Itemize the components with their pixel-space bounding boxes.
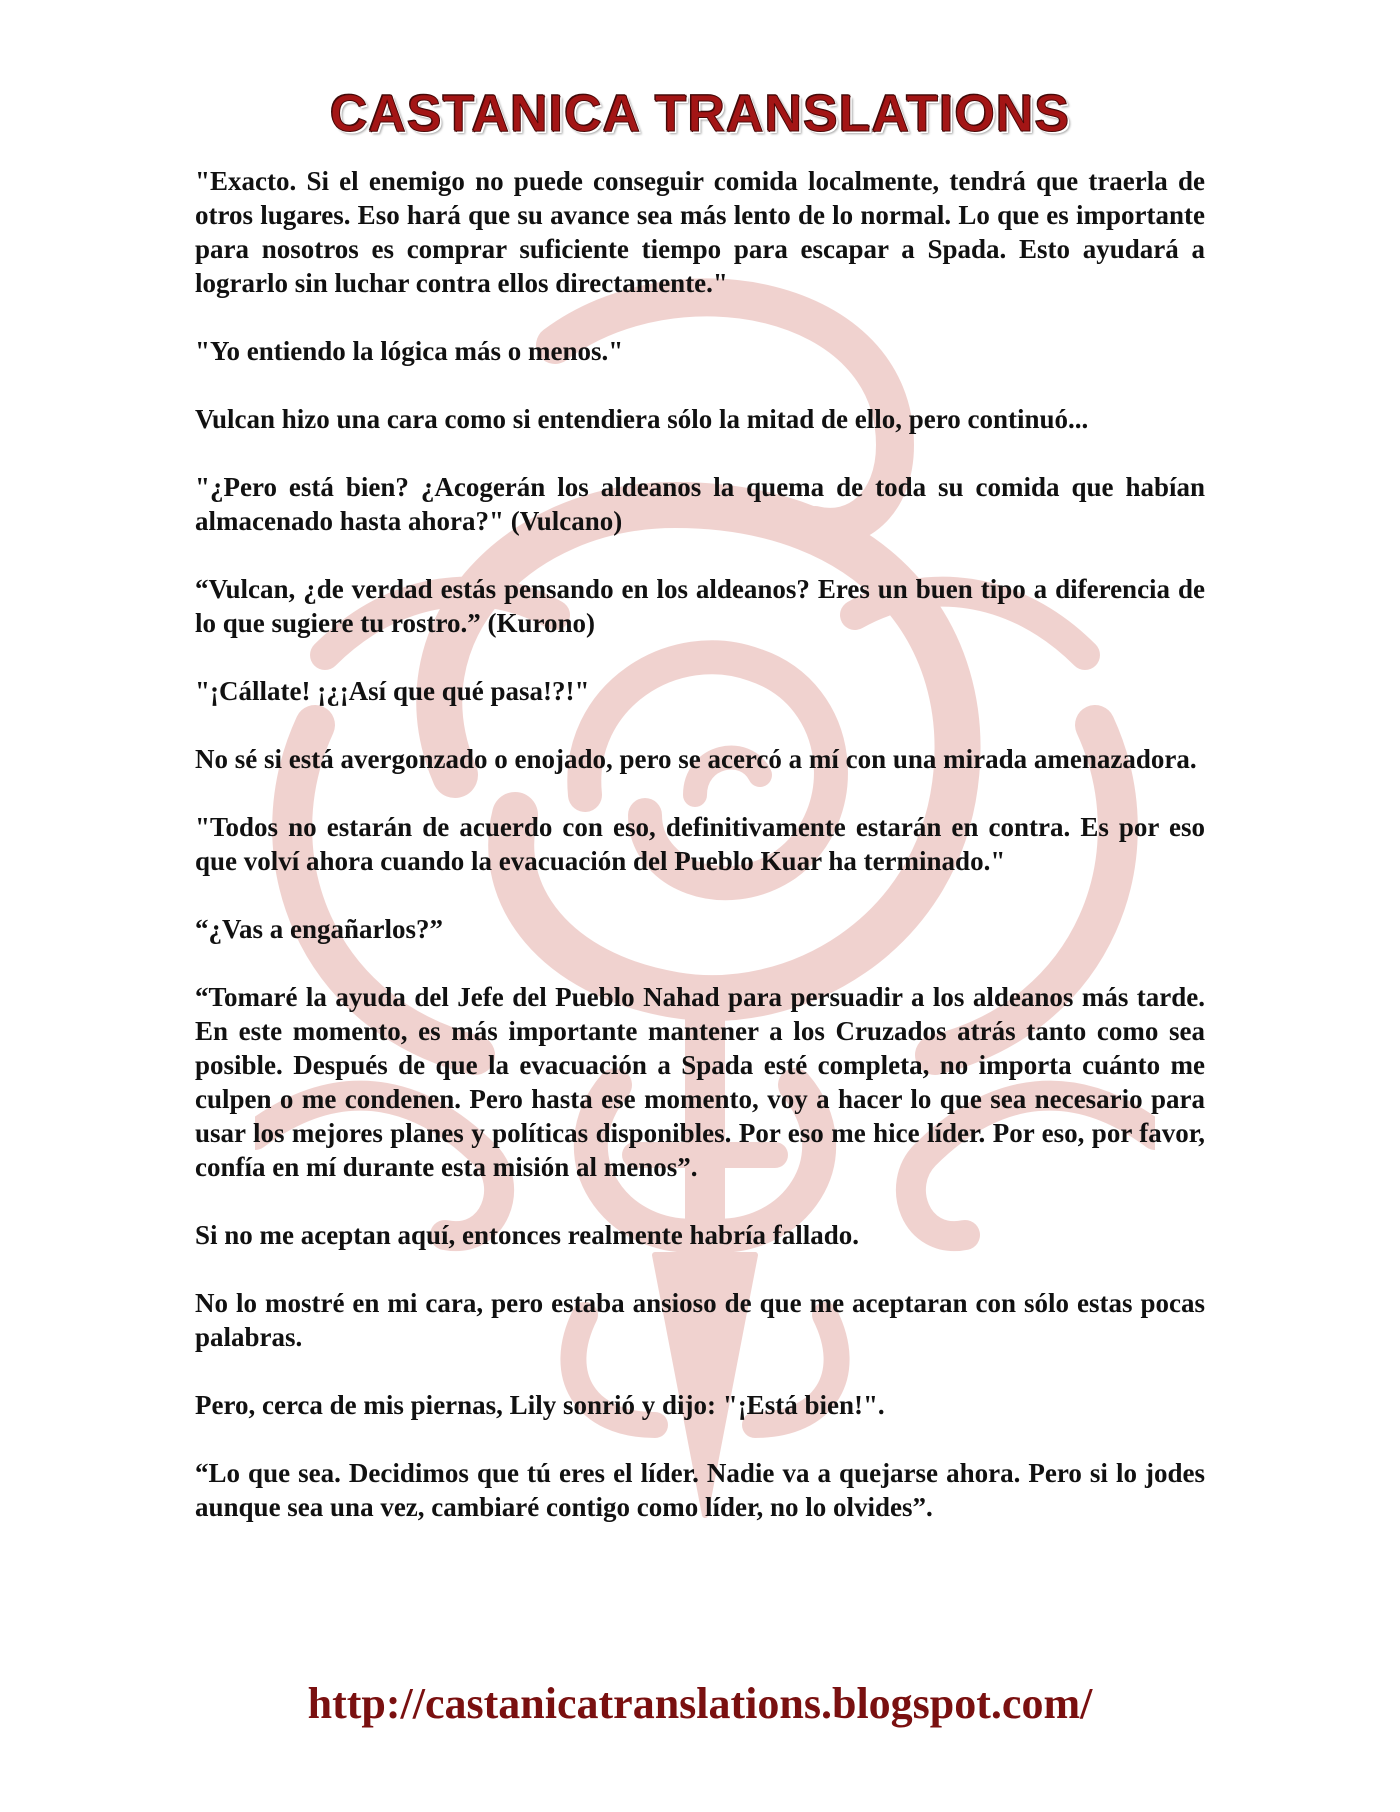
paragraph: Pero, cerca de mis piernas, Lily sonrió y dijo: "¡Está bien!". bbox=[195, 1390, 885, 1420]
paragraph: Si no me aceptan aquí, entonces realmente habría fallado. bbox=[195, 1220, 859, 1250]
paragraph: No sé si está avergonzado o enojado, pero se acercó a mí con una mirada amenazadora. bbox=[195, 744, 1197, 774]
paragraph: “Lo que sea. Decidimos que tú eres el líder. Nadie va a quejarse ahora. Pero si lo jodes aunque sea una vez, cambiaré contigo como líder, no lo olvides”. bbox=[195, 1458, 1205, 1522]
footer-url-link[interactable]: http://castanicatranslations.blogspot.com/ bbox=[307, 1679, 1093, 1728]
paragraph: "Exacto. Si el enemigo no puede conseguir comida localmente, tendrá que traerla de otros lugares. Eso hará que su avance sea más lento de lo normal. Lo que es importante para nosotros es comprar suficiente tiempo para escapar a Spada. Esto ayudará a lograrlo sin luchar contra ellos directamente." bbox=[195, 166, 1205, 298]
paragraph: "Yo entiendo la lógica más o menos." bbox=[195, 336, 624, 366]
paragraph: No lo mostré en mi cara, pero estaba ansioso de que me aceptaran con sólo estas pocas palabras. bbox=[195, 1288, 1205, 1352]
paragraph: “¿Vas a engañarlos?” bbox=[195, 914, 444, 944]
document-body bbox=[195, 164, 1205, 1558]
paragraph: “Tomaré la ayuda del Jefe del Pueblo Nahad para persuadir a los aldeanos más tarde. En este momento, es más importante mantener a los Cruzados atrás tanto como sea posible. Después de que la evacuación a Spada esté completa, no importa cuánto me culpen o me condenen. Pero hasta ese momento, voy a hacer lo que sea necesario para usar los mejores planes y políticas disponibles. Por eso me hice líder. Por eso, por favor, confía en mí durante esta misión al menos”. bbox=[195, 982, 1205, 1182]
paragraph: Vulcan hizo una cara como si entendiera sólo la mitad de ello, pero continuó... bbox=[195, 404, 1089, 434]
paragraph: "Todos no estarán de acuerdo con eso, definitivamente estarán en contra. Es por eso que volví ahora cuando la evacuación del Pueblo Kuar ha terminado." bbox=[195, 812, 1205, 876]
paragraph: "¡Cállate! ¡¿¡Así que qué pasa!?!" bbox=[195, 676, 590, 706]
page-title: CASTANICA TRANSLATIONS bbox=[329, 85, 1071, 143]
paragraph: "¿Pero está bien? ¿Acogerán los aldeanos la quema de toda su comida que habían almacenado hasta ahora?" (Vulcano) bbox=[195, 472, 1205, 536]
paragraph: “Vulcan, ¿de verdad estás pensando en los aldeanos? Eres un buen tipo a diferencia de lo que sugiere tu rostro.” (Kurono) bbox=[195, 574, 1205, 638]
